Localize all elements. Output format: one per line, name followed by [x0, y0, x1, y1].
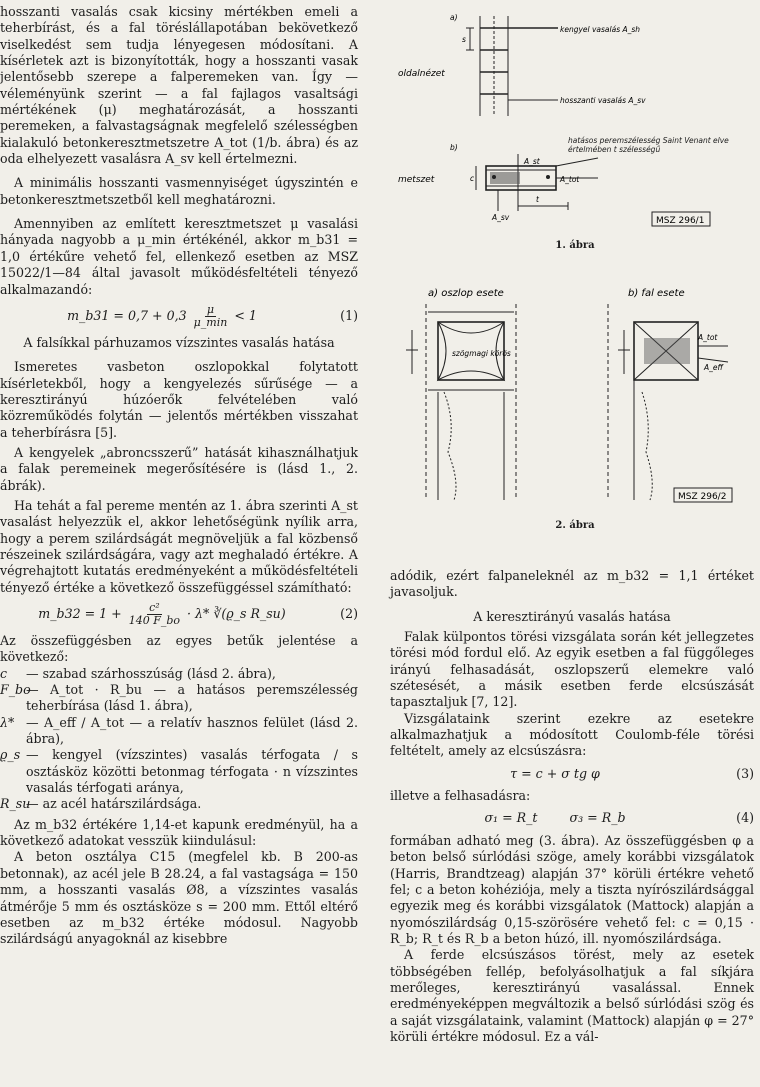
fig1-a-tot: A_tot: [560, 175, 580, 184]
paragraph: Amennyiben az említett keresztmetszet μ vasalási hányada nagyobb a μ_min értékénél, akkor m_b31 = 1,0 értékűre vehető fel, ellenkező esetben az MSZ 15022/1—84 által javasolt működésfeltételi tényező alkalmazandó:: [0, 216, 358, 297]
equation-number: (2): [340, 606, 358, 622]
paragraph: A kengyelek „abroncsszerű” hatását kihasználhatjuk a falak peremeinek megerősítésére is (lásd 1., 2. ábrák).: [0, 444, 358, 493]
figure-1-caption: 1. ábra: [555, 240, 595, 251]
variable-definition: — A_eff / A_tot — a relatív hasznos felület (lásd 2. ábra),: [26, 714, 358, 747]
variable-list: [0, 666, 358, 813]
eq2-fraction: [129, 602, 180, 627]
variable-symbol: F_bo: [0, 682, 31, 698]
eq2-rhs: · λ* ∛(ϱ_s R_su): [187, 606, 286, 621]
fig1-c: c: [470, 174, 475, 183]
eq1-fraction: [194, 304, 228, 329]
paragraph: A beton osztálya C15 (megfelel kb. B 200-as betonnak), az acél jele B 28.24, a fal vastagsága = 150 mm, a hosszanti vasalás Ø8, a vízszintes vasalás átmérője 5 mm és osztásköze s = 200 mm. Ettől eltérő esetben az m_b32 értéke módosul. Nagyobb szilárdságú anyagoknál az kisebbre: [0, 849, 358, 947]
fig1-kengyel: kengyel vasalás A_sh: [560, 25, 641, 34]
section-heading: A falsíkkal párhuzamos vízszintes vasalás hatása: [23, 334, 335, 350]
equation-1: [0, 304, 358, 329]
equation-number: (1): [340, 308, 358, 324]
fig1-t: t: [536, 195, 539, 204]
figure-2: [398, 282, 754, 520]
paragraph: Az összefüggésben az egyes betűk jelentése a következő:: [0, 633, 358, 665]
eq1-lhs: m_b31 = 0,7 + 0,3: [67, 307, 187, 323]
variable-item: [0, 747, 358, 796]
fig1-label-b: b): [450, 143, 458, 152]
eq3-formula: τ = c + σ tg φ: [510, 765, 600, 781]
fig2-a-tot: A_tot: [698, 333, 718, 342]
eq2-numerator: c²: [149, 601, 160, 614]
eq1-denominator: μ_min: [193, 315, 228, 329]
fig2-tag: MSZ 296/2: [678, 492, 727, 502]
paragraph: hosszanti vasalás csak kicsiny mértékben emeli a teherbírást, és a fal töréslállapotában bekövetkező viselkedést sem tudja lényegesen módosítani. A kísérletek azt is bizonyították, hogy a hosszanti vasak jelentősebb szerepe a falperemeken van. Így — véleményünk szerint — a fal fajlagos vasaltsági mértékének (μ) meghatározását, a hosszanti peremeken, a falvastagságnak megfelelő szélességben kialakuló betonkeresztmetszetre A_tot (1/b. ábra) és az oda elhelyezett vasalásra A_sv kell értelmezni.: [0, 4, 358, 167]
variable-definition: — az acél határszilárdsága.: [26, 796, 202, 812]
equation-number: (4): [736, 810, 754, 826]
equation-3: [390, 766, 754, 782]
paragraph: Falak külpontos törési vizsgálata során két jellegzetes törési mód fordul elő. Az egyik esetben a fal függőleges irányú felhasadását, oszlopszerű elemekre való szétesését, a másik esetben ferde elcsúszását tapasztaljuk [7, 12].: [390, 629, 754, 710]
paragraph: A minimális hosszanti vasmennyiséget úgyszintén e betonkeresztmetszetből kell meghatározni.: [0, 175, 358, 207]
fig1-hosszanti: hosszanti vasalás A_sv: [560, 96, 646, 105]
paragraph: Ha tehát a fal pereme mentén az 1. ábra szerinti A_st vasalást helyezzük el, akkor lehetőségünk nyílik arra, hogy a perem szilárdságát megnöveljük a fal közbenső részeinek szilárdságára, vagy azt meghaladó értékre. A végrehajtott kutatás eredményeként a működésfeltételi tényező értéke a következő összefüggéssel számítható:: [0, 497, 358, 595]
fig1-hatasos: hatásos peremszélesség Saint Venant elve értelmében t szélességű: [568, 136, 729, 154]
fig1-s: s: [462, 35, 466, 44]
equation-number: (3): [736, 765, 754, 781]
paragraph: illetve a felhasadásra:: [390, 788, 531, 804]
variable-definition: — kengyel (vízszintes) vasalás térfogata / s osztásköz közötti betonmag térfogata · n vízszintes vasalás térfogati aránya,: [26, 747, 358, 796]
eq4-formula: σ₁ = R_t σ₃ = R_b: [484, 810, 626, 826]
eq1-numerator: μ: [206, 302, 215, 316]
fig2-a-eff: A_eff: [704, 363, 723, 372]
equation-2: [0, 602, 358, 627]
right-column: [390, 568, 754, 1045]
fig1-metszet: metszet: [398, 175, 435, 185]
paragraph: formában adható meg (3. ábra). Az összefüggésben φ a beton belső súrlódási szöge, amely korábbi vizsgálatok (Harris, Brandtzeag) alapján 37° körüli értékre vehető fel; c a beton kohéziója, mely a tiszta nyírószilárdsággal egyezik meg és korábbi vizsgálatok (Mattock) alapján a nyomószilárdság 0,15-szörösére vehető fel: c = 0,15 · R_b; R_t és R_b a beton húzó, ill. nyomószilárdsága.: [390, 832, 754, 946]
paragraph: Az m_b32 értékére 1,14-et kapunk eredményül, ha a következő adatokat vesszük kiindulásul:: [0, 816, 358, 849]
fig1-label-a: a): [450, 13, 458, 22]
paragraph: Vizsgálataink szerint ezekre az esetekre alkalmazhatjuk a módosított Coulomb-féle törési feltételt, amely az elcsúszásra:: [390, 710, 754, 759]
variable-definition: — A_tot · R_bu — a hatásos peremszélesség teherbírása (lásd 1. ábra),: [26, 682, 358, 714]
figure-1-drawing: [398, 6, 754, 256]
fig1-oldalnezet: oldalnézet: [398, 69, 445, 79]
left-column: [0, 4, 358, 948]
eq1-rhs: < 1: [234, 307, 257, 323]
paragraph: adódik, ezért falpaneleknél az m_b32 = 1,1 értéket javasoljuk.: [390, 568, 754, 600]
fig1-tag: MSZ 296/1: [656, 216, 705, 226]
variable-item: [0, 666, 358, 682]
equation-4: [390, 810, 754, 826]
variable-symbol: R_su: [0, 796, 31, 812]
fig1-a-st: A_st: [524, 157, 540, 166]
variable-definition: — szabad szárhosszúság (lásd 2. ábra),: [26, 665, 276, 681]
eq2-denominator: 140 F_bo: [128, 614, 181, 627]
figure-2-caption: 2. ábra: [555, 520, 595, 531]
paragraph: A ferde elcsúszásos törést, mely az esetek többségében fellép, befolyásolhatjuk a fal síkjára merőleges, keresztirányú vasalással. Ennek eredményeképpen megváltozik a belső súrlódási szög és a saját vizsgálataink, valamint (Mattock) alapján φ = 27° körüli értékre módosul. Ez a vál-: [390, 947, 754, 1044]
variable-symbol: λ*: [0, 714, 15, 730]
paragraph: Ismeretes vasbeton oszlopokkal folytatott kísérletekből, hogy a kengyelezés sűrűsége — a keresztirányú húzóerők felvételében való közreműködés folytán — jelentős mértékben visszahat a teherbírásra [5].: [0, 359, 358, 440]
fig2-inner-label: szögmagi körös: [452, 349, 511, 358]
variable-symbol: ϱ_s: [0, 747, 21, 763]
eq2-lhs: m_b32 = 1 +: [38, 606, 122, 621]
fig1-a-sv: A_sv: [492, 213, 510, 222]
fig2-title-a: a) oszlop esete: [428, 288, 504, 299]
variable-item: [0, 682, 358, 715]
variable-item: [0, 715, 358, 748]
figure-2-drawing: [398, 282, 754, 520]
fig2-title-b: b) fal esete: [628, 288, 685, 299]
section-heading: A keresztirányú vasalás hatása: [473, 608, 671, 624]
variable-item: [0, 796, 358, 812]
figure-1: [398, 6, 754, 256]
variable-symbol: c: [0, 665, 8, 681]
